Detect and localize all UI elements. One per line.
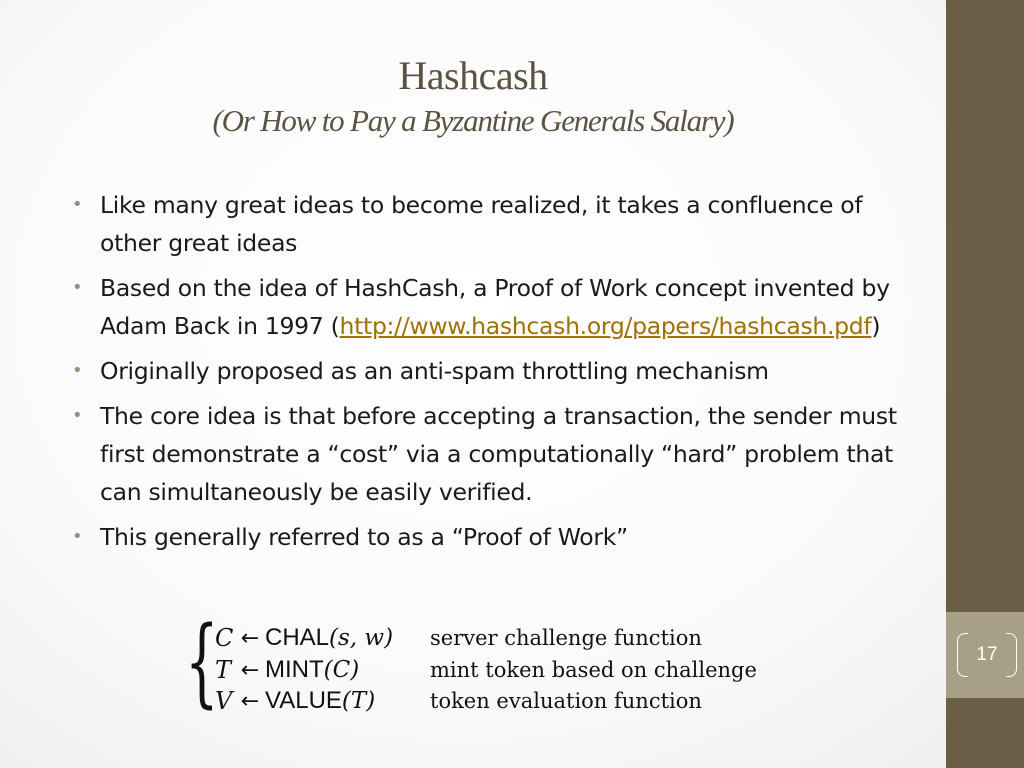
bullet-text: Like many great ideas to become realized, it takes a confluence of other great ideas [100, 191, 863, 257]
hashcash-paper-link[interactable]: http://www.hashcash.org/papers/hashcash.pdf [339, 312, 872, 340]
bullet-item [72, 186, 902, 262]
formula-description: token evaluation function [430, 689, 702, 713]
bullet-text: This generally referred to as a “Proof of Work” [100, 523, 628, 551]
left-brace-icon: { [185, 606, 219, 718]
page-subtitle: (Or How to Pay a Byzantine Generals Salary) [212, 103, 734, 138]
bullet-icon: • [72, 277, 83, 298]
formula-args: (s, w) [329, 625, 394, 651]
left-arrow-icon: ← [240, 688, 260, 714]
bullet-item [72, 397, 902, 511]
left-bracket-icon [957, 633, 968, 677]
formula-description: server challenge function [430, 626, 702, 650]
formula-function: MINT [265, 656, 324, 683]
formula-args: (C) [323, 657, 360, 683]
bullet-icon: • [72, 194, 83, 215]
formula-lhs: V [215, 687, 233, 715]
formula-row-mint [215, 654, 757, 686]
bullet-text: The core idea is that before accepting a transaction, the sender must first demonstrate a “cost” via a computationally “hard” problem that can simultaneously be easily verified. [100, 402, 897, 506]
formula-function: VALUE [265, 687, 342, 714]
right-bracket-icon [1006, 633, 1017, 677]
formula-row-chal [215, 622, 702, 654]
formula-args: (T) [341, 688, 376, 714]
bullet-text: Based on the idea of HashCash, a Proof of Work concept invented by Adam Back in 1997 ( [100, 274, 890, 340]
hashcash-formula [185, 606, 785, 720]
slide-number-text: 17 [976, 644, 998, 665]
bullet-icon: • [72, 360, 83, 381]
formula-lhs: C [215, 624, 234, 652]
slide-number [957, 633, 1017, 677]
left-arrow-icon: ← [240, 657, 260, 683]
bullet-text: Originally proposed as an anti-spam throttling mechanism [100, 357, 769, 385]
bullet-icon: • [72, 526, 83, 547]
formula-row-value [215, 685, 702, 717]
bullet-text-end: ) [871, 312, 881, 340]
formula-description: mint token based on challenge [430, 658, 757, 682]
bullet-list [72, 186, 902, 563]
formula-function: CHAL [265, 624, 330, 651]
slide-title [0, 52, 946, 142]
bullet-item [72, 269, 902, 345]
bullet-item [72, 352, 902, 390]
page-title: Hashcash [398, 53, 548, 98]
formula-lhs: T [215, 656, 232, 684]
left-arrow-icon: ← [240, 625, 260, 651]
bullet-item [72, 518, 902, 556]
bullet-icon: • [72, 405, 83, 426]
